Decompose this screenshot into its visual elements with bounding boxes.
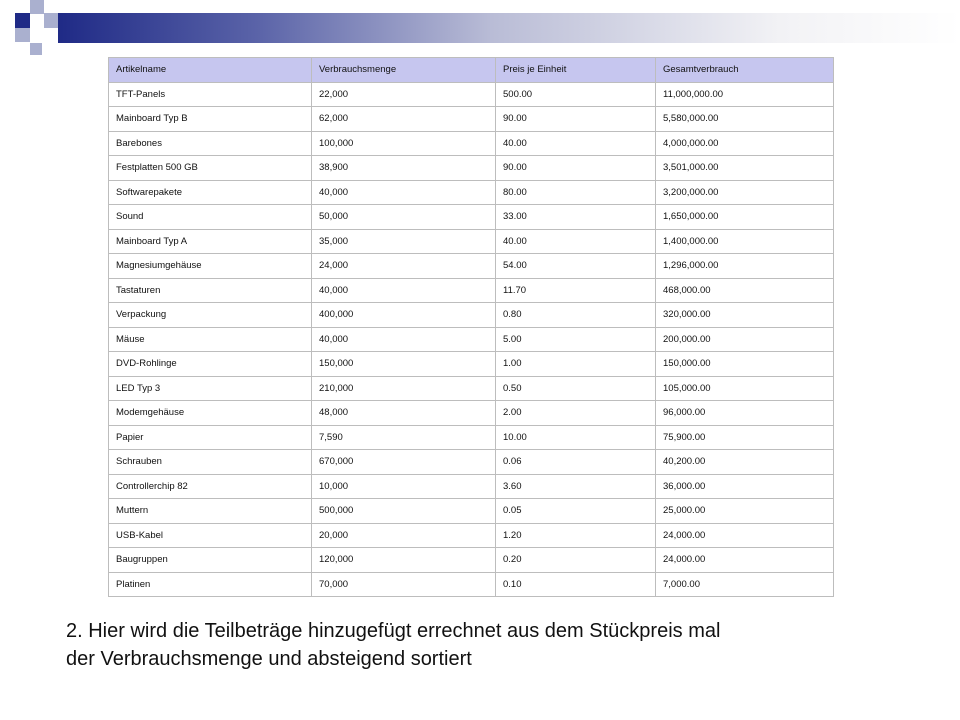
header-gradient-bar — [58, 13, 960, 43]
cell-verbrauchsmenge: 100,000 — [312, 131, 496, 156]
cell-preis-je-einheit: 0.50 — [496, 376, 656, 401]
cell-artikelname: Mäuse — [109, 327, 312, 352]
cell-gesamtverbrauch: 24,000.00 — [656, 548, 834, 573]
cell-preis-je-einheit: 5.00 — [496, 327, 656, 352]
table-row — [109, 474, 834, 499]
header-square-light — [15, 28, 30, 42]
cell-verbrauchsmenge: 400,000 — [312, 303, 496, 328]
table-row — [109, 425, 834, 450]
cell-preis-je-einheit: 3.60 — [496, 474, 656, 499]
cell-preis-je-einheit: 10.00 — [496, 425, 656, 450]
table-row — [109, 82, 834, 107]
table-row — [109, 180, 834, 205]
column-header-preis-je-einheit: Preis je Einheit — [496, 58, 656, 83]
cell-artikelname: Papier — [109, 425, 312, 450]
table-row — [109, 131, 834, 156]
table-row — [109, 450, 834, 475]
cell-preis-je-einheit: 33.00 — [496, 205, 656, 230]
table-row — [109, 352, 834, 377]
cell-artikelname: Mainboard Typ A — [109, 229, 312, 254]
cell-preis-je-einheit: 54.00 — [496, 254, 656, 279]
cell-preis-je-einheit: 40.00 — [496, 229, 656, 254]
column-header-verbrauchsmenge: Verbrauchsmenge — [312, 58, 496, 83]
cell-preis-je-einheit: 0.20 — [496, 548, 656, 573]
cell-verbrauchsmenge: 40,000 — [312, 278, 496, 303]
table-body — [109, 82, 834, 597]
table-row — [109, 401, 834, 426]
cell-gesamtverbrauch: 150,000.00 — [656, 352, 834, 377]
header-square-dark — [15, 13, 30, 28]
table-row — [109, 376, 834, 401]
cell-artikelname: TFT-Panels — [109, 82, 312, 107]
cell-preis-je-einheit: 0.06 — [496, 450, 656, 475]
cell-artikelname: Modemgehäuse — [109, 401, 312, 426]
table-row — [109, 572, 834, 597]
cell-verbrauchsmenge: 20,000 — [312, 523, 496, 548]
cell-gesamtverbrauch: 3,501,000.00 — [656, 156, 834, 181]
table-row — [109, 229, 834, 254]
cell-gesamtverbrauch: 320,000.00 — [656, 303, 834, 328]
cell-preis-je-einheit: 0.10 — [496, 572, 656, 597]
cell-artikelname: USB-Kabel — [109, 523, 312, 548]
cell-preis-je-einheit: 0.80 — [496, 303, 656, 328]
cell-preis-je-einheit: 500.00 — [496, 82, 656, 107]
cell-gesamtverbrauch: 200,000.00 — [656, 327, 834, 352]
cell-gesamtverbrauch: 1,400,000.00 — [656, 229, 834, 254]
cell-gesamtverbrauch: 25,000.00 — [656, 499, 834, 524]
cell-artikelname: Controllerchip 82 — [109, 474, 312, 499]
consumption-table — [108, 57, 834, 597]
cell-artikelname: Softwarepakete — [109, 180, 312, 205]
cell-artikelname: Barebones — [109, 131, 312, 156]
cell-artikelname: Schrauben — [109, 450, 312, 475]
table-row — [109, 156, 834, 181]
consumption-table-container — [108, 57, 834, 597]
cell-verbrauchsmenge: 120,000 — [312, 548, 496, 573]
header-square-light — [30, 0, 44, 14]
cell-preis-je-einheit: 40.00 — [496, 131, 656, 156]
cell-artikelname: Tastaturen — [109, 278, 312, 303]
caption-line-2: der Verbrauchsmenge und absteigend sortiert — [66, 648, 472, 670]
column-header-gesamtverbrauch: Gesamtverbrauch — [656, 58, 834, 83]
cell-preis-je-einheit: 1.00 — [496, 352, 656, 377]
header-square-light — [44, 13, 58, 28]
cell-gesamtverbrauch: 5,580,000.00 — [656, 107, 834, 132]
cell-artikelname: LED Typ 3 — [109, 376, 312, 401]
cell-preis-je-einheit: 80.00 — [496, 180, 656, 205]
cell-verbrauchsmenge: 500,000 — [312, 499, 496, 524]
cell-preis-je-einheit: 1.20 — [496, 523, 656, 548]
cell-verbrauchsmenge: 50,000 — [312, 205, 496, 230]
table-row — [109, 107, 834, 132]
cell-artikelname: Platinen — [109, 572, 312, 597]
cell-verbrauchsmenge: 150,000 — [312, 352, 496, 377]
cell-verbrauchsmenge: 670,000 — [312, 450, 496, 475]
cell-gesamtverbrauch: 105,000.00 — [656, 376, 834, 401]
cell-gesamtverbrauch: 7,000.00 — [656, 572, 834, 597]
cell-gesamtverbrauch: 75,900.00 — [656, 425, 834, 450]
cell-gesamtverbrauch: 468,000.00 — [656, 278, 834, 303]
header-square-small — [30, 43, 42, 55]
cell-gesamtverbrauch: 40,200.00 — [656, 450, 834, 475]
slide-caption — [66, 617, 926, 673]
cell-artikelname: Festplatten 500 GB — [109, 156, 312, 181]
cell-gesamtverbrauch: 1,650,000.00 — [656, 205, 834, 230]
cell-verbrauchsmenge: 22,000 — [312, 82, 496, 107]
cell-verbrauchsmenge: 40,000 — [312, 180, 496, 205]
table-row — [109, 327, 834, 352]
caption-line-1: 2. Hier wird die Teilbeträge hinzugefügt errechnet aus dem Stückpreis mal — [66, 620, 721, 642]
cell-preis-je-einheit: 11.70 — [496, 278, 656, 303]
cell-artikelname: DVD-Rohlinge — [109, 352, 312, 377]
cell-verbrauchsmenge: 35,000 — [312, 229, 496, 254]
cell-artikelname: Baugruppen — [109, 548, 312, 573]
cell-gesamtverbrauch: 1,296,000.00 — [656, 254, 834, 279]
table-row — [109, 254, 834, 279]
table-row — [109, 523, 834, 548]
cell-artikelname: Sound — [109, 205, 312, 230]
table-row — [109, 205, 834, 230]
cell-verbrauchsmenge: 62,000 — [312, 107, 496, 132]
column-header-artikelname: Artikelname — [109, 58, 312, 83]
cell-verbrauchsmenge: 210,000 — [312, 376, 496, 401]
table-row — [109, 303, 834, 328]
cell-preis-je-einheit: 90.00 — [496, 156, 656, 181]
cell-verbrauchsmenge: 48,000 — [312, 401, 496, 426]
cell-verbrauchsmenge: 38,900 — [312, 156, 496, 181]
table-row — [109, 548, 834, 573]
table-header-row — [109, 58, 834, 83]
cell-verbrauchsmenge: 24,000 — [312, 254, 496, 279]
table-row — [109, 499, 834, 524]
cell-artikelname: Mainboard Typ B — [109, 107, 312, 132]
cell-preis-je-einheit: 0.05 — [496, 499, 656, 524]
cell-verbrauchsmenge: 7,590 — [312, 425, 496, 450]
cell-gesamtverbrauch: 24,000.00 — [656, 523, 834, 548]
cell-gesamtverbrauch: 96,000.00 — [656, 401, 834, 426]
cell-gesamtverbrauch: 11,000,000.00 — [656, 82, 834, 107]
cell-preis-je-einheit: 90.00 — [496, 107, 656, 132]
cell-verbrauchsmenge: 40,000 — [312, 327, 496, 352]
table-row — [109, 278, 834, 303]
cell-gesamtverbrauch: 3,200,000.00 — [656, 180, 834, 205]
cell-gesamtverbrauch: 36,000.00 — [656, 474, 834, 499]
cell-artikelname: Muttern — [109, 499, 312, 524]
cell-artikelname: Verpackung — [109, 303, 312, 328]
cell-preis-je-einheit: 2.00 — [496, 401, 656, 426]
cell-verbrauchsmenge: 10,000 — [312, 474, 496, 499]
cell-verbrauchsmenge: 70,000 — [312, 572, 496, 597]
cell-artikelname: Magnesiumgehäuse — [109, 254, 312, 279]
cell-gesamtverbrauch: 4,000,000.00 — [656, 131, 834, 156]
